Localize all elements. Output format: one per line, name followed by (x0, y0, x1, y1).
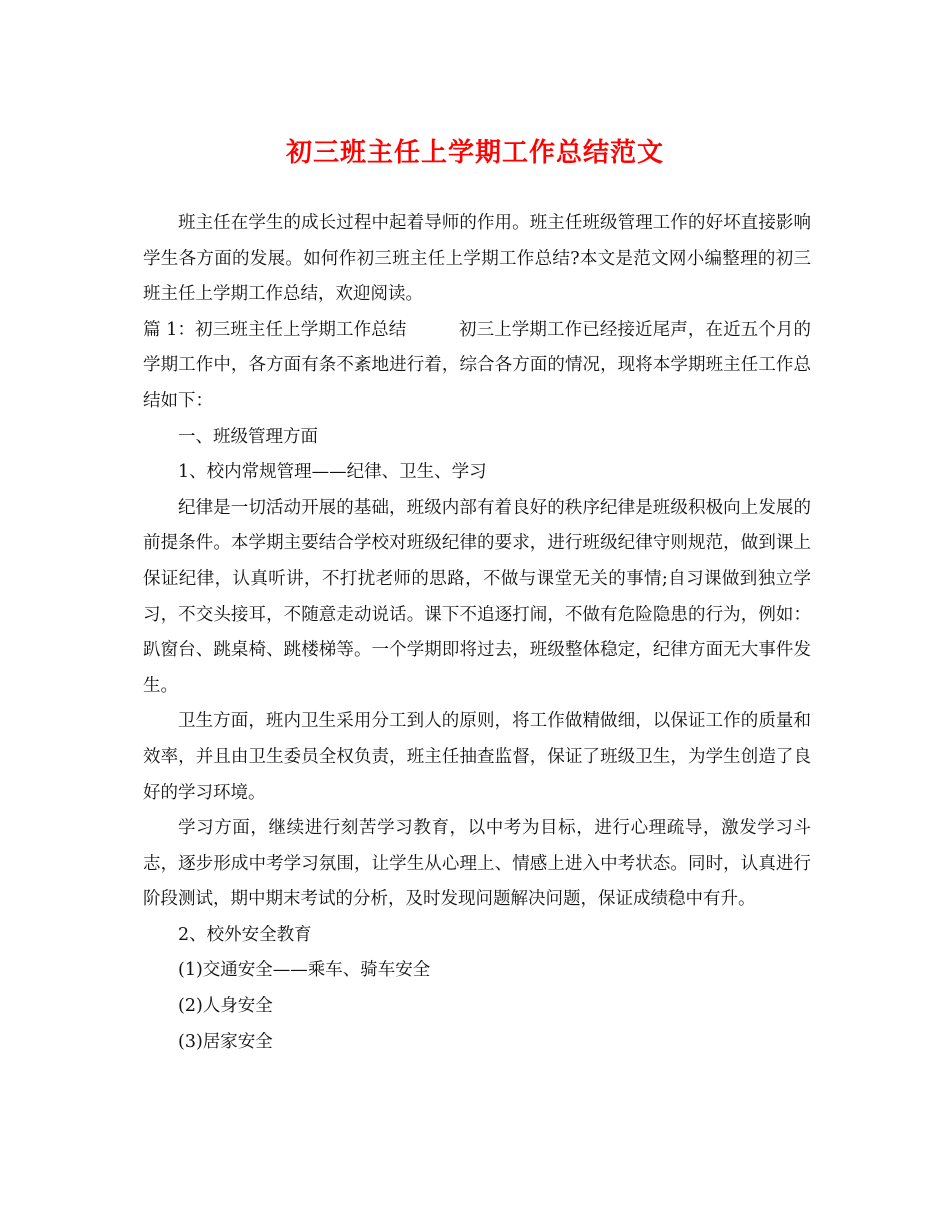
subsection-heading-school-routine: 1、校内常规管理——纪律、卫生、学习 (178, 462, 487, 483)
article-intro-text: 初三上学期工作已经接近尾声，在近五个月的学期工作中，各方面有条不紊地进行着，综合各方面的情况，现将本学期班主任工作总结如下： (143, 319, 811, 411)
list-item-home-safety: (3)居家安全 (178, 1031, 273, 1052)
paragraph-discipline: 纪律是一切活动开展的基础，班级内部有着良好的秩序纪律是班级积极向上发展的前提条件。本学期主要结合学校对班级纪律的要求，进行班级纪律守则规范，做到课上保证纪律，认真听讲，不打扰老师的思路，不做与课堂无关的事情;自习课做到独立学习，不交头接耳，不随意走动说话。课下不追逐打闹，不做有危险隐患的行为，例如：趴窗台、跳桌椅、跳楼梯等。一个学期即将过去，班级整体稳定，纪律方面无大事件发生。 (143, 497, 811, 696)
document-title: 初三班主任上学期工作总结范文 (285, 138, 664, 168)
paragraph-study: 学习方面，继续进行刻苦学习教育，以中考为目标，进行心理疏导，激发学习斗志，逐步形成中考学习氛围，让学生从心理上、情感上进入中考状态。同时，认真进行阶段测试，期中期末考试的分析，及时发现问题解决问题，保证成绩稳中有升。 (143, 818, 811, 910)
paragraph-hygiene: 卫生方面，班内卫生采用分工到人的原则，将工作做精做细，以保证工作的质量和效率，并且由卫生委员全权负责，班主任抽查监督，保证了班级卫生，为学生创造了良好的学习环境。 (143, 711, 811, 803)
article-label: 篇 1：初三班主任上学期工作总结 (143, 319, 407, 340)
section-heading-class-management: 一、班级管理方面 (178, 426, 318, 447)
list-item-traffic-safety: (1)交通安全——乘车、骑车安全 (178, 960, 431, 981)
list-item-personal-safety: (2)人身安全 (178, 996, 273, 1017)
intro-paragraph: 班主任在学生的成长过程中起着导师的作用。班主任班级管理工作的好坏直接影响学生各方面的发展。如何作初三班主任上学期工作总结?本文是范文网小编整理的初三班主任上学期工作总结，欢迎阅读。 (143, 213, 811, 305)
document-body (143, 206, 811, 1060)
subsection-heading-safety: 2、校外安全教育 (178, 924, 312, 945)
article-first-paragraph (143, 313, 811, 420)
